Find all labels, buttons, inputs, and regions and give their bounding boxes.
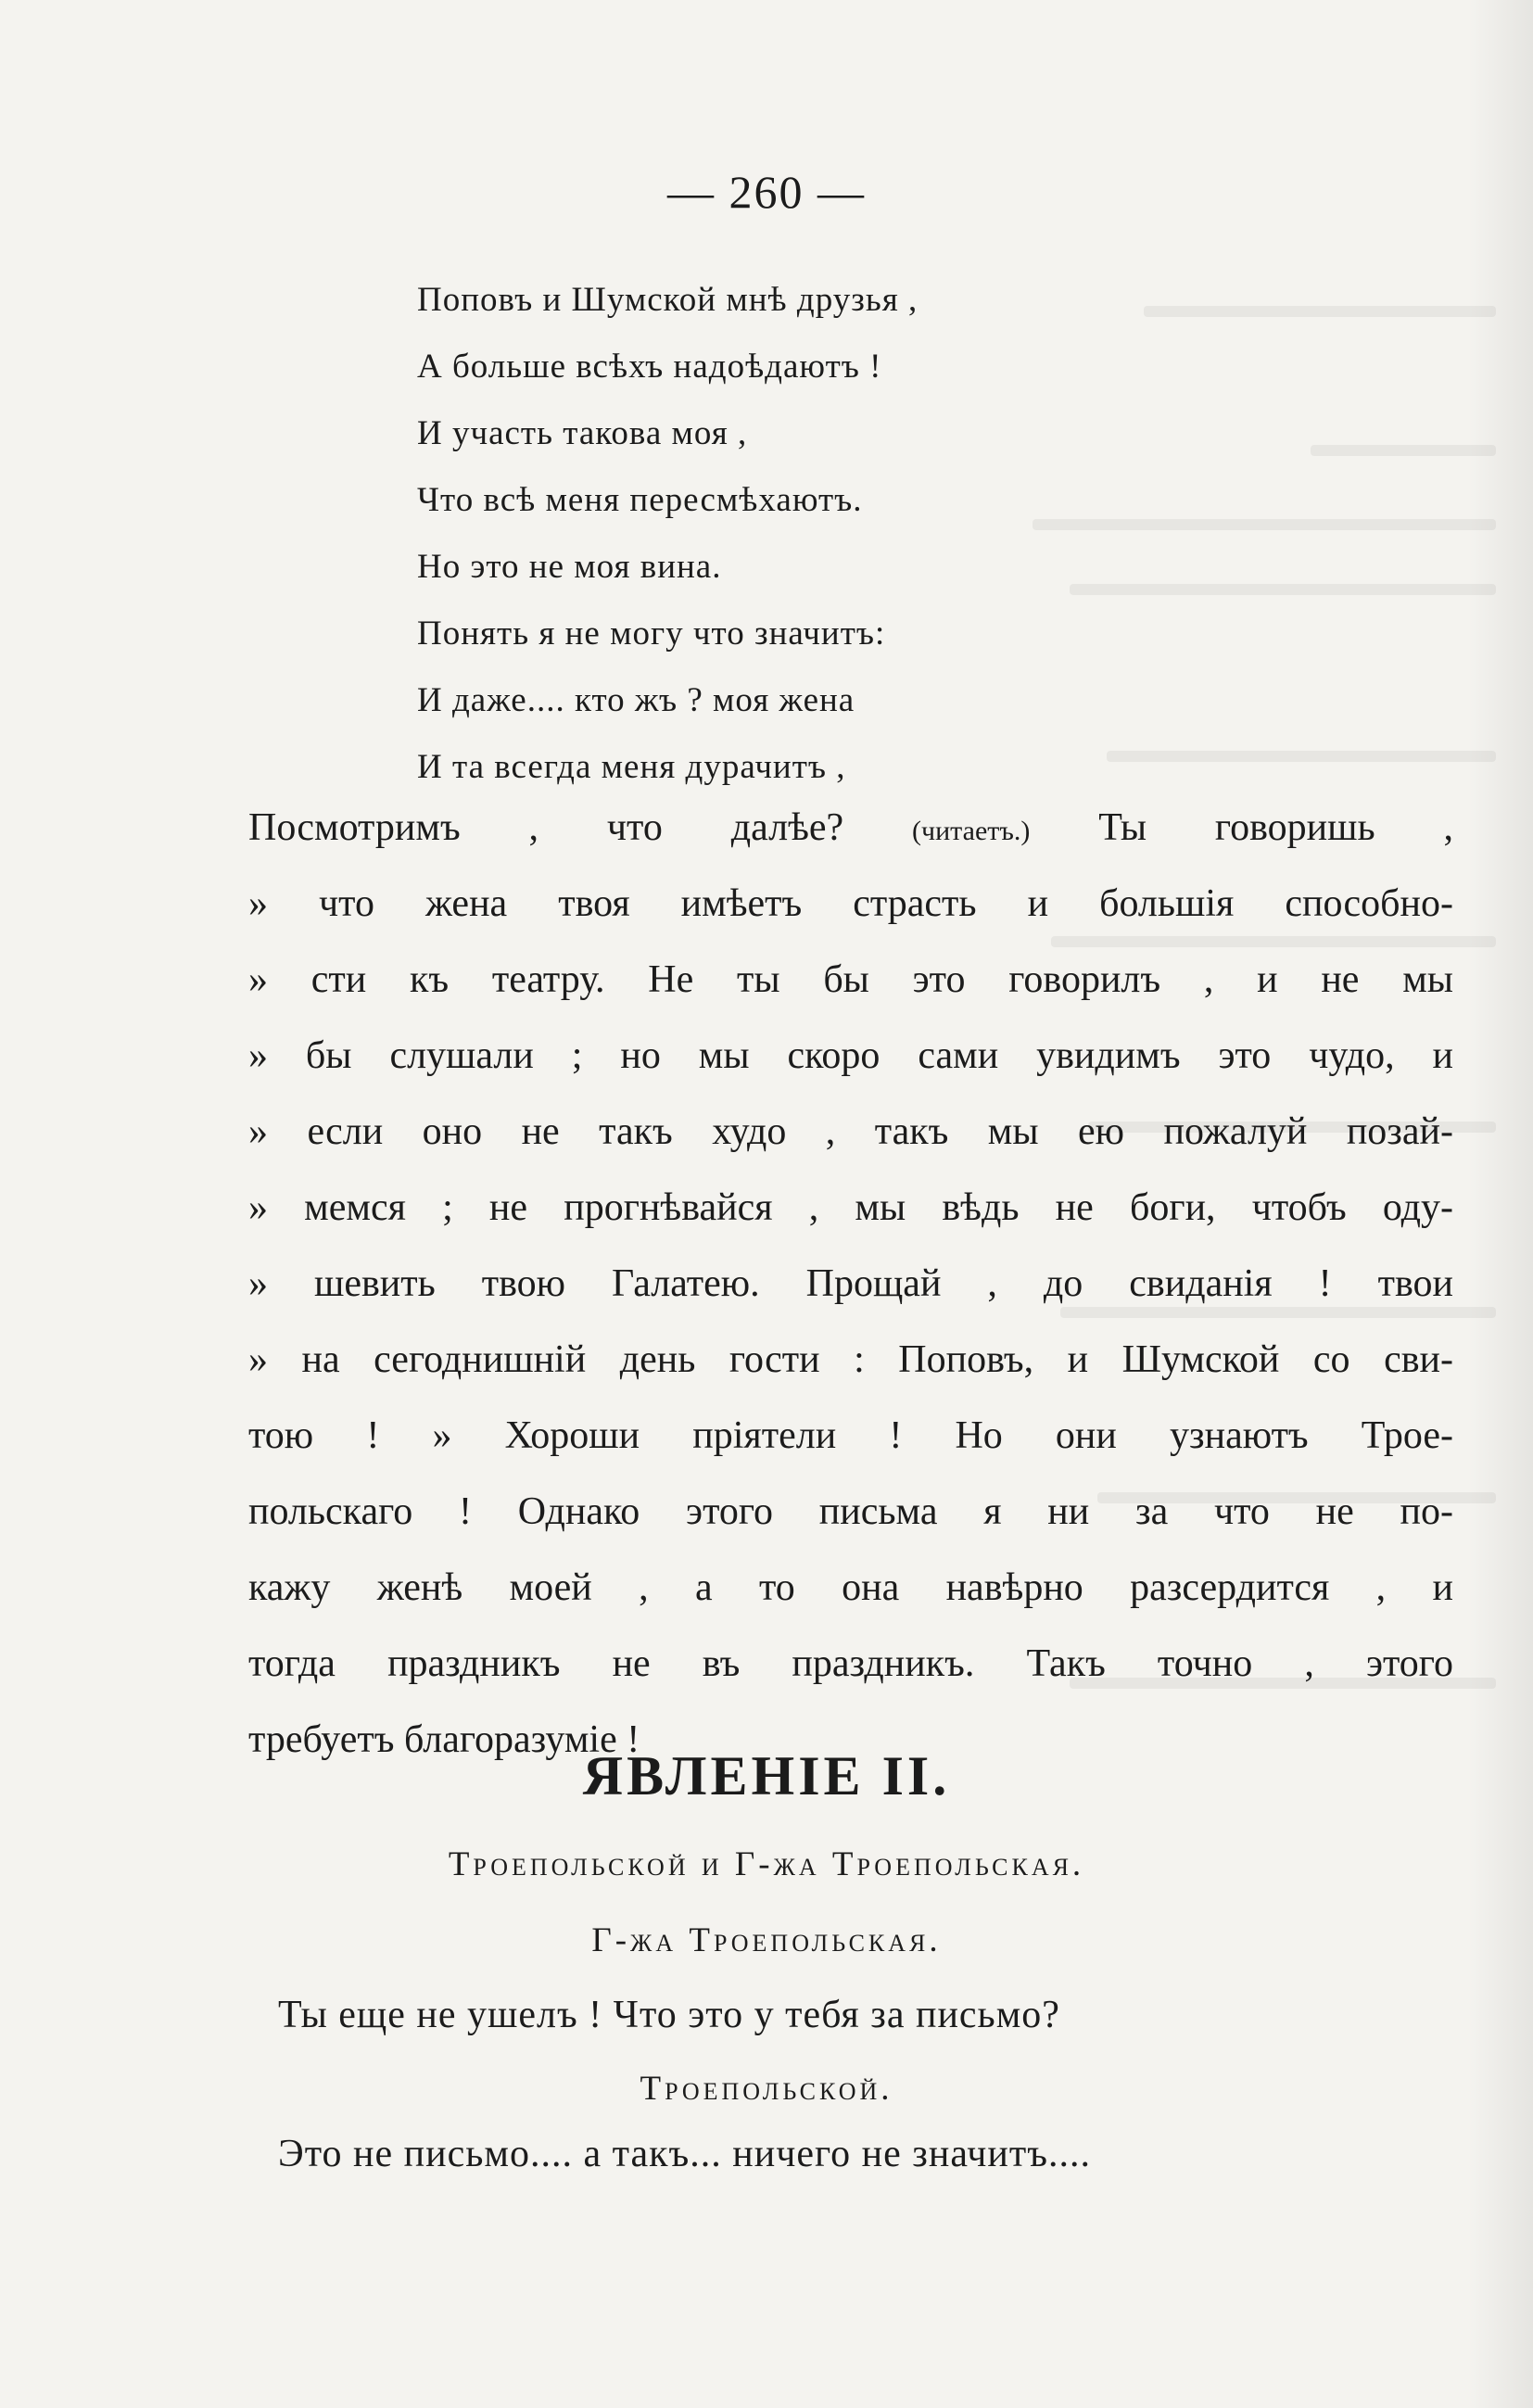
prose-line: тою ! » Хороши прiятели ! Но они узнаютъ Трое- [248,1414,1453,1457]
verse-line: И даже.... кто жъ ? моя жена [417,681,855,719]
prose-line: » сти къ театру. Не ты бы это говорилъ , и не мы [248,958,1453,1001]
verse-line: Понять я не могу что значитъ: [417,615,886,653]
prose-line: » бы слушали ; но мы скоро сами увидимъ это чудо, и [248,1034,1453,1077]
prose-line: » мемся ; не прогнѣвайся , мы вѣдь не боги, чтобъ оду- [248,1186,1453,1229]
prose-line: » на сегоднишнiй день гости : Поповъ, и Шумской со сви- [248,1338,1453,1381]
stage-direction: (читаетъ.) [912,816,1031,846]
prose-line: кажу женѣ моей , а то она навѣрно разсердится , и [248,1566,1453,1609]
page-number: — 260 — [667,166,866,218]
prose-block [248,790,1453,1778]
speaker-name: Троепольской. [640,2070,893,2108]
verse-line: И та всегда меня дурачитъ , [417,748,846,786]
dialogue-line: Ты еще не ушелъ ! Что это у тебя за письмо? [278,1994,1060,2036]
prose-line-end: Ты говоришь , [1098,806,1453,849]
verse-line: И участь такова моя , [417,414,748,452]
verse-line: А больше всѣхъ надоѣдаютъ ! [417,348,882,386]
page-edge-shadow [1468,0,1533,2408]
verse-line: Но это не моя вина. [417,548,722,586]
scene-heading: ЯВЛЕНIЕ II. [582,1745,951,1806]
prose-line-start: Посмотримъ , что далѣе? [248,806,844,849]
prose-line: польскаго ! Однако этого письма я ни за что не по- [248,1490,1453,1533]
verse-block [417,267,1251,801]
prose-line: требуетъ благоразумiе ! [248,1718,640,1761]
speaker-name: Г-жа Троепольская. [591,1921,942,1959]
verse-line: Поповъ и Шумской мнѣ друзья , [417,281,919,319]
verse-line: Что всѣ меня пересмѣхаютъ. [417,481,863,519]
cast-list: Троепольской и Г-жа Троепольская. [448,1845,1085,1883]
prose-line: » что жена твоя имѣетъ страсть и большiя способно- [248,882,1453,925]
dialogue-line: Это не письмо.... а такъ... ничего не значитъ.... [278,2133,1091,2175]
prose-line-first [248,790,1453,866]
prose-line: » если оно не такъ худо , такъ мы ею пожалуй позай- [248,1110,1453,1153]
prose-line: тогда праздникъ не въ праздникъ. Такъ точно , этого [248,1642,1453,1685]
prose-line: » шевить твою Галатею. Прощай , до свиданiя ! твои [248,1262,1453,1305]
